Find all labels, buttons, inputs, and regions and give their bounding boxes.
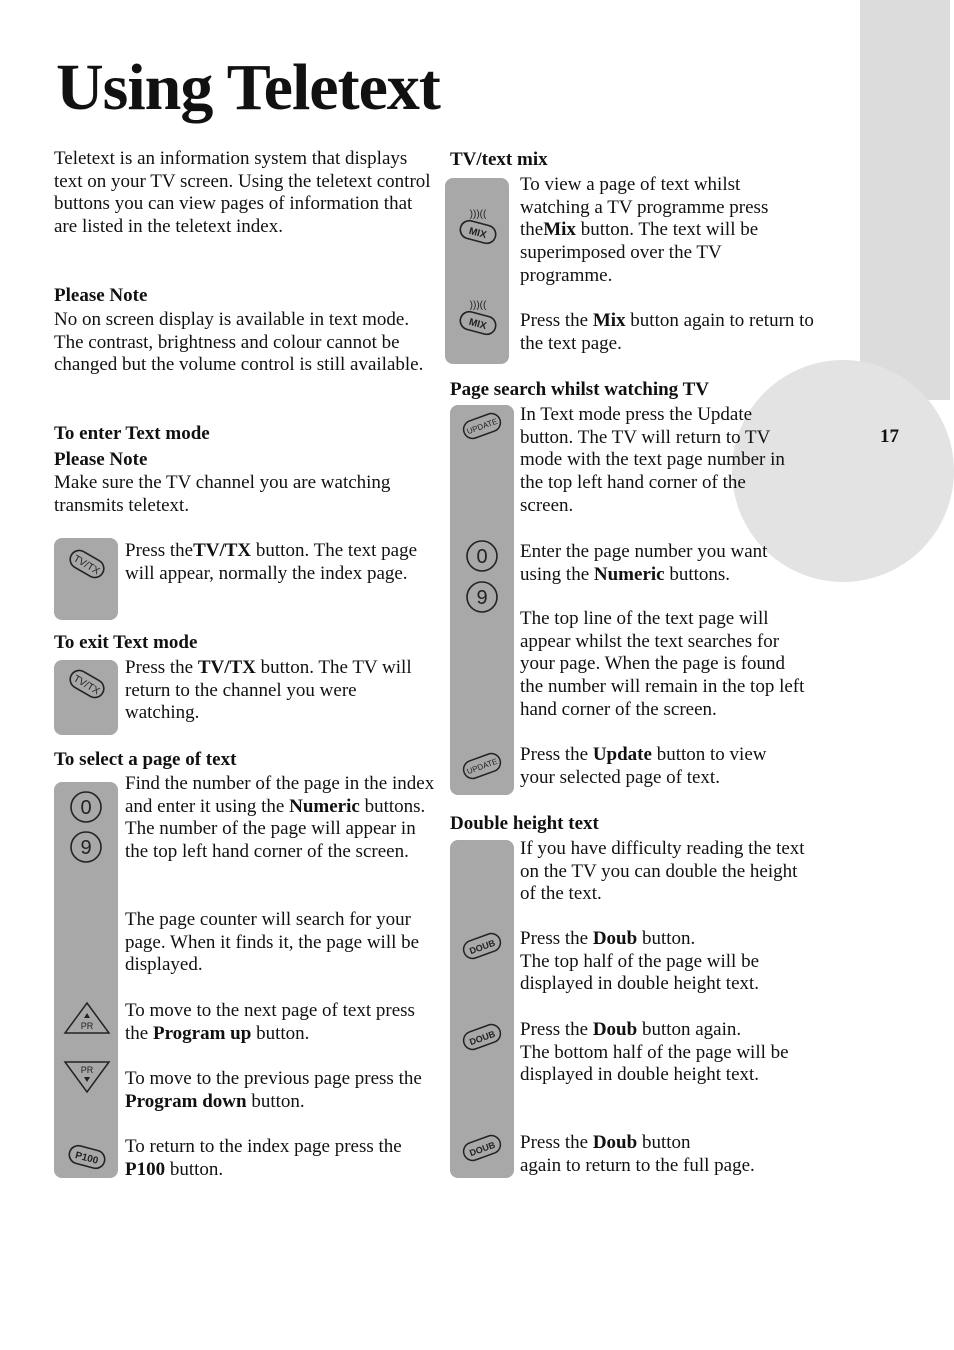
enter-heading: To enter Text mode — [54, 423, 210, 444]
search-text-4: Press the Update button to view your selected page of text. — [520, 744, 767, 788]
doub-button-icon-3 — [460, 1132, 504, 1164]
pr-up-label: PR — [80, 1021, 94, 1031]
nine-label: 9 — [80, 837, 92, 859]
doub-text-4: Press the Doub button again to return to the full page. — [520, 1132, 755, 1176]
update-button-icon-2 — [460, 750, 504, 782]
svg-text:)))((: )))(( — [469, 209, 487, 220]
tvtx-label: TV/TX — [71, 553, 102, 578]
nine-label-2: 9 — [476, 587, 488, 609]
mix-button-icon — [455, 205, 501, 247]
doub-text-3: Press the Doub button again. The bottom half of the page will be displayed in double height text. — [520, 1019, 789, 1086]
mix-label: MIX — [467, 225, 488, 242]
select-text-4: To move to the previous page press the Program down button. — [125, 1068, 422, 1112]
update-button-icon — [460, 410, 504, 442]
note1-heading: Please Note — [54, 285, 148, 306]
mix-heading: TV/text mix — [450, 149, 548, 170]
tvtx-button-icon-2 — [66, 666, 108, 702]
mix-button-icon-2 — [455, 296, 501, 338]
zero-button-icon-2 — [465, 539, 499, 573]
program-up-icon — [62, 1000, 112, 1036]
doub-button-icon-2 — [460, 1021, 504, 1053]
update-label-2: UPDATE — [465, 756, 499, 777]
select-text-1: Find the number of the page in the index and enter it using the Numeric buttons. The number of the page will appear in the top left hand corner of the screen. — [125, 773, 435, 863]
doub-label: DOUB — [468, 937, 497, 957]
update-label: UPDATE — [465, 416, 499, 437]
mix-text-1: To view a page of text whilst watching a TV programme press theMix button. The text will be superimposed over the TV programme. — [520, 174, 769, 286]
select-heading: To select a page of text — [54, 749, 237, 770]
tvtx-label-2: TV/TX — [71, 673, 102, 698]
p100-label: P100 — [73, 1150, 100, 1167]
side-tab — [860, 0, 950, 400]
page-number: 17 — [880, 426, 899, 447]
doub-strip — [450, 840, 514, 1178]
note2-heading: Please Note — [54, 449, 148, 470]
pr-down-label: PR — [80, 1065, 94, 1075]
select-text-3: To move to the next page of text press the Program up button. — [125, 1000, 415, 1044]
search-text-3: The top line of the text page will appear whilst the text searches for your page. When the page is found the number will remain in the top left hand corner of the screen. — [520, 608, 805, 720]
intro-text: Teletext is an information system that displays text on your TV screen. Using the teletext control buttons you can view pages of information that are listed in the teletext index. — [54, 148, 431, 238]
svg-text:)))((: )))(( — [469, 300, 487, 311]
tvtx-button-icon — [66, 546, 108, 582]
doub-heading: Double height text — [450, 813, 599, 834]
doub-button-icon — [460, 930, 504, 962]
note2-text: Make sure the TV channel you are watching transmits teletext. — [54, 472, 391, 516]
select-text-5: To return to the index page press the P100 button. — [125, 1136, 402, 1180]
enter-text: Press theTV/TX button. The text page will appear, normally the index page. — [125, 540, 418, 584]
nine-button-icon-2 — [465, 580, 499, 614]
exit-text: Press the TV/TX button. The TV will return to the channel you were watching. — [125, 657, 412, 724]
doub-label-3: DOUB — [468, 1139, 497, 1159]
doub-label-2: DOUB — [468, 1028, 497, 1048]
exit-heading: To exit Text mode — [54, 632, 198, 653]
zero-label-2: 0 — [476, 546, 488, 568]
mix-label-2: MIX — [467, 316, 488, 333]
page-title: Using Teletext — [56, 51, 440, 124]
program-down-icon — [62, 1059, 112, 1095]
p100-button-icon — [66, 1141, 108, 1173]
select-text-2: The page counter will search for your page. When it finds it, the page will be displayed. — [125, 909, 420, 976]
note1-text: No on screen display is available in text mode. The contrast, brightness and colour cannot be changed but the volume control is still available. — [54, 309, 424, 376]
doub-text-2: Press the Doub button. The top half of the page will be displayed in double height text. — [520, 928, 760, 995]
nine-button-icon — [69, 830, 103, 864]
search-text-1: In Text mode press the Update button. The TV will return to TV mode with the text page number in the top left hand corner of the screen. — [520, 404, 785, 516]
zero-label: 0 — [80, 797, 92, 819]
mix-text-2: Press the Mix button again to return to the text page. — [520, 310, 814, 354]
search-heading: Page search whilst watching TV — [450, 379, 709, 400]
zero-button-icon — [69, 790, 103, 824]
search-text-2: Enter the page number you want using the Numeric buttons. — [520, 541, 768, 585]
doub-text-1: If you have difficulty reading the text on the TV you can double the height of the text. — [520, 838, 805, 905]
